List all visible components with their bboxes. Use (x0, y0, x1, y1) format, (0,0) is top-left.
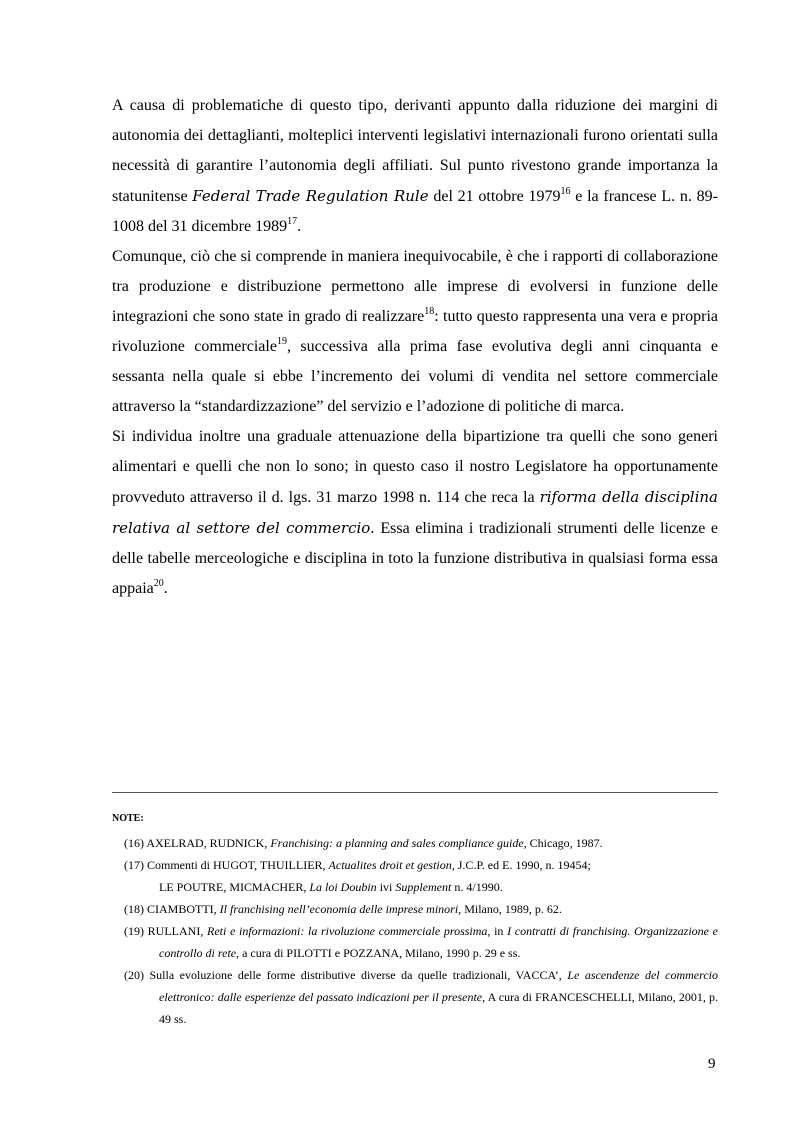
footnote-ref-19[interactable]: 19 (276, 335, 287, 347)
paragraph-text: Comunque, ciò che si comprende in maniera inequivocabile, è che i rapporti di collaborazione tra produzione e distribuzione permettono alle imprese di evolversi in funzione delle integrazioni che sono state in grado di realizzare (112, 248, 718, 325)
footnote-text: Sulla evoluzione delle forme distributive diverse da quelle tradizionali, VACCA’, (149, 968, 568, 982)
footnote-ref-17[interactable]: 17 (287, 215, 298, 227)
page-number: 9 (708, 1056, 716, 1072)
footnote-19 (124, 920, 718, 964)
footnote-text: J.C.P. ed E. 1990, n. 19454; (454, 858, 591, 872)
footnote-ref-20[interactable]: 20 (153, 577, 164, 589)
paragraph-1 (112, 91, 718, 242)
notes-heading: NOTE: (112, 813, 144, 824)
footnote-title: I contratti di franchising. Organizzazione e controllo di rete (159, 924, 718, 960)
footnote-title: La loi Doubin (309, 880, 377, 894)
footnote-text: CIAMBOTTI, (147, 902, 220, 916)
footnote-16 (124, 832, 718, 854)
footnote-text: n. 4/1990. (451, 880, 503, 894)
footnote-title: Reti e informazioni: la rivoluzione commerciale prossima, (207, 924, 491, 938)
law-title: riforma della disciplina relativa al settore del commercio. (112, 488, 719, 537)
footnote-text: RULLANI, (147, 924, 207, 938)
body-text (112, 91, 718, 604)
footnote-text: AXELRAD, RUDNICK, (146, 836, 271, 850)
footnote-text: LE POUTRE, MICMACHER, (159, 880, 310, 894)
footnote-ref-16[interactable]: 16 (560, 185, 571, 197)
paragraph-text: e la francese L. n. 89-1008 del 31 dicembre 1989 (112, 188, 719, 235)
footnote-text: Chicago, 1987. (526, 836, 603, 850)
paragraph-text: , successiva alla prima fase evolutiva degli anni cinquanta e sessanta nella quale si ebbe l’incremento dei volumi di vendita nel settore commerciale attraverso la “standardizzazione” del servizio e l’adozione di politiche di marca. (112, 338, 719, 415)
footnote-number: (19) (124, 924, 148, 938)
paragraph-text: Si individua inoltre una graduale attenuazione della bipartizione tra quelli che sono generi alimentari e quelli che non lo sono; in questo caso il nostro Legislatore ha opportunamente provveduto attraverso il d. lgs. 31 marzo 1998 n. 114 che reca la (112, 428, 718, 506)
footnote-20 (124, 964, 718, 1030)
paragraph-text: . (163, 580, 168, 597)
paragraph-3 (112, 422, 718, 604)
footnote-text: , A cura di FRANCESCHELLI, Milano, 2001, p. 49 ss. (159, 990, 718, 1026)
regulation-title: Federal Trade Regulation Rule (192, 187, 429, 205)
paragraph-text: : tutto questo rappresenta una vera e propria rivoluzione commerciale (112, 308, 718, 355)
paragraph-text: A causa di problematiche di questo tipo, derivanti appunto dalla riduzione dei margini di autonomia dei dettaglianti, molteplici interventi legislativi internazionali furono orientati sulla necessità di garantire l’autonomia degli affiliati. Sul punto rivestono grande importanza la statunitense (112, 97, 718, 205)
footnote-text: Commenti di HUGOT, THUILLIER, (147, 858, 329, 872)
footnote-number: (18) (124, 902, 147, 916)
footnote-number: (20) (124, 968, 150, 982)
footnote-number: (16) (124, 836, 147, 850)
footnote-17 (124, 854, 718, 876)
footnote-title: Actualites droit et gestion, (328, 858, 455, 872)
footnote-17-continuation (124, 876, 718, 898)
footnote-number: (17) (124, 858, 147, 872)
footnote-separator (112, 792, 718, 793)
footnote-title: Supplement (395, 880, 452, 894)
footnote-18 (124, 898, 718, 920)
footnote-text: Milano, 1989, p. 62. (461, 902, 562, 916)
footnote-text: , a cura di PILOTTI e POZZANA, Milano, 1990 p. 29 e ss. (236, 946, 521, 960)
footnotes (124, 832, 718, 1030)
footnote-title: Le ascendenze del commercio elettronico: dalle esperienze del passato indicazioni per il presente (159, 968, 718, 1004)
footnote-text: in (490, 924, 508, 938)
paragraph-text: del 21 ottobre 1979 (428, 188, 561, 205)
footnote-title: Il franchising nell’economia delle imprese minori, (219, 902, 462, 916)
paragraph-2 (112, 242, 718, 422)
footnote-title: Franchising: a planning and sales compliance guide, (270, 836, 527, 850)
paragraph-text: Essa elimina i tradizionali strumenti delle licenze e delle tabelle merceologiche e disciplina in toto la funzione distributiva in qualsiasi forma essa appaia (112, 520, 718, 597)
footnote-ref-18[interactable]: 18 (424, 305, 435, 317)
footnote-text: ivi (376, 880, 396, 894)
paragraph-text: . (297, 218, 302, 235)
